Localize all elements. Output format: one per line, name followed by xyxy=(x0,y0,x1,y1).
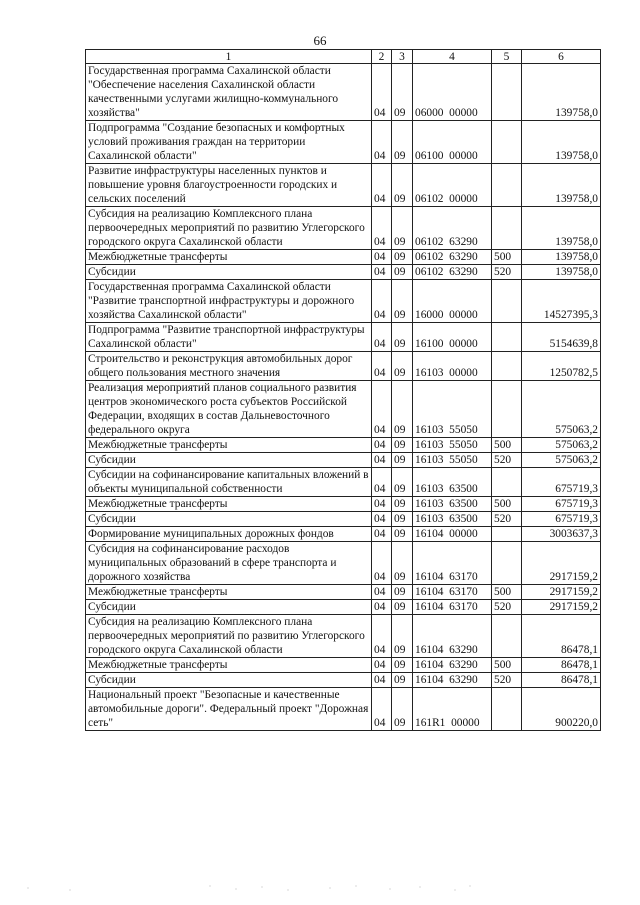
cell-name: Межбюджетные трансферты xyxy=(86,658,372,673)
cell-target-article: 16104 63290 xyxy=(413,658,492,673)
cell-section: 04 xyxy=(372,438,392,453)
cell-target-article: 16103 55050 xyxy=(413,438,492,453)
cell-target-article: 16104 63170 xyxy=(413,542,492,585)
cell-expense-type xyxy=(492,207,522,250)
cell-section: 04 xyxy=(372,164,392,207)
cell-target-article: 06100 00000 xyxy=(413,121,492,164)
cell-target-article: 16100 00000 xyxy=(413,323,492,352)
cell-amount: 86478,1 xyxy=(522,615,601,658)
cell-expense-type xyxy=(492,323,522,352)
cell-subsection: 09 xyxy=(392,688,413,731)
cell-expense-type: 500 xyxy=(492,438,522,453)
header-cell: 1 xyxy=(86,50,372,64)
cell-section: 04 xyxy=(372,453,392,468)
cell-section: 04 xyxy=(372,280,392,323)
cell-section: 04 xyxy=(372,585,392,600)
cell-target-article: 06102 63290 xyxy=(413,265,492,280)
cell-amount: 2917159,2 xyxy=(522,600,601,615)
cell-subsection: 09 xyxy=(392,585,413,600)
table-row xyxy=(86,438,601,453)
cell-expense-type: 520 xyxy=(492,453,522,468)
cell-target-article: 06000 00000 xyxy=(413,64,492,121)
header-row xyxy=(86,50,601,64)
cell-name: Государственная программа Сахалинской области "Обеспечение населения Сахалинской области качественными услугами жилищно-коммунального хозяйства" xyxy=(86,64,372,121)
table-row xyxy=(86,453,601,468)
cell-subsection: 09 xyxy=(392,207,413,250)
cell-subsection: 09 xyxy=(392,512,413,527)
cell-expense-type: 520 xyxy=(492,512,522,527)
cell-section: 04 xyxy=(372,688,392,731)
cell-target-article: 16000 00000 xyxy=(413,280,492,323)
cell-subsection: 09 xyxy=(392,265,413,280)
cell-name: Межбюджетные трансферты xyxy=(86,585,372,600)
cell-expense-type: 520 xyxy=(492,265,522,280)
cell-expense-type xyxy=(492,64,522,121)
cell-subsection: 09 xyxy=(392,64,413,121)
cell-expense-type xyxy=(492,164,522,207)
table-row xyxy=(86,673,601,688)
cell-expense-type: 500 xyxy=(492,585,522,600)
table-row xyxy=(86,585,601,600)
header-cell: 3 xyxy=(392,50,413,64)
cell-amount: 139758,0 xyxy=(522,164,601,207)
cell-expense-type xyxy=(492,615,522,658)
table-row xyxy=(86,600,601,615)
cell-subsection: 09 xyxy=(392,352,413,381)
cell-section: 04 xyxy=(372,468,392,497)
cell-subsection: 09 xyxy=(392,121,413,164)
table-row xyxy=(86,512,601,527)
cell-target-article: 16103 00000 xyxy=(413,352,492,381)
cell-expense-type: 520 xyxy=(492,600,522,615)
cell-expense-type xyxy=(492,121,522,164)
cell-section: 04 xyxy=(372,64,392,121)
table-row xyxy=(86,352,601,381)
cell-section: 04 xyxy=(372,512,392,527)
cell-name: Подпрограмма "Создание безопасных и комфортных условий проживания граждан на территории Сахалинской области" xyxy=(86,121,372,164)
table-row xyxy=(86,542,601,585)
budget-table xyxy=(85,49,601,731)
cell-name: Государственная программа Сахалинской области "Развитие транспортной инфраструктуры и дорожного хозяйства Сахалинской области" xyxy=(86,280,372,323)
cell-target-article: 16104 63170 xyxy=(413,585,492,600)
cell-amount: 675719,3 xyxy=(522,497,601,512)
cell-subsection: 09 xyxy=(392,381,413,438)
header-cell: 2 xyxy=(372,50,392,64)
cell-amount: 675719,3 xyxy=(522,512,601,527)
table-row xyxy=(86,468,601,497)
cell-target-article: 06102 63290 xyxy=(413,250,492,265)
cell-amount: 139758,0 xyxy=(522,207,601,250)
cell-name: Формирование муниципальных дорожных фондов xyxy=(86,527,372,542)
cell-section: 04 xyxy=(372,381,392,438)
cell-expense-type xyxy=(492,688,522,731)
table-row xyxy=(86,265,601,280)
scan-noise xyxy=(0,878,640,898)
table-row xyxy=(86,164,601,207)
cell-target-article: 16103 63500 xyxy=(413,468,492,497)
cell-name: Межбюджетные трансферты xyxy=(86,438,372,453)
cell-subsection: 09 xyxy=(392,527,413,542)
cell-section: 04 xyxy=(372,600,392,615)
cell-name: Субсидии xyxy=(86,673,372,688)
cell-name: Субсидии xyxy=(86,453,372,468)
table-row xyxy=(86,497,601,512)
cell-name: Национальный проект "Безопасные и качественные автомобильные дороги". Федеральный проект "Дорожная сеть" xyxy=(86,688,372,731)
cell-name: Субсидия на софинансирование расходов муниципальных образований в сфере транспорта и дорожного хозяйства xyxy=(86,542,372,585)
cell-subsection: 09 xyxy=(392,280,413,323)
cell-section: 04 xyxy=(372,615,392,658)
table-row xyxy=(86,280,601,323)
cell-section: 04 xyxy=(372,250,392,265)
cell-section: 04 xyxy=(372,527,392,542)
cell-expense-type xyxy=(492,468,522,497)
cell-name: Реализация мероприятий планов социального развития центров экономического роста субъектов Российской Федерации, входящих в состав Дальневосточного федерального округа xyxy=(86,381,372,438)
cell-section: 04 xyxy=(372,121,392,164)
budget-table-body xyxy=(86,50,601,731)
table-row xyxy=(86,323,601,352)
cell-target-article: 06102 63290 xyxy=(413,207,492,250)
cell-section: 04 xyxy=(372,658,392,673)
header-cell: 6 xyxy=(522,50,601,64)
cell-name: Субсидия на реализацию Комплексного плана первоочередных мероприятий по развитию Углегорского городского округа Сахалинской области xyxy=(86,615,372,658)
cell-section: 04 xyxy=(372,497,392,512)
cell-expense-type: 500 xyxy=(492,250,522,265)
cell-section: 04 xyxy=(372,207,392,250)
cell-amount: 575063,2 xyxy=(522,453,601,468)
cell-amount: 3003637,3 xyxy=(522,527,601,542)
cell-section: 04 xyxy=(372,542,392,585)
cell-name: Строительство и реконструкция автомобильных дорог общего пользования местного значения xyxy=(86,352,372,381)
cell-subsection: 09 xyxy=(392,497,413,512)
cell-amount: 675719,3 xyxy=(522,468,601,497)
cell-subsection: 09 xyxy=(392,323,413,352)
cell-amount: 139758,0 xyxy=(522,64,601,121)
cell-amount: 5154639,8 xyxy=(522,323,601,352)
cell-name: Межбюджетные трансферты xyxy=(86,250,372,265)
cell-name: Развитие инфраструктуры населенных пунктов и повышение уровня благоустроенности городских и сельских поселений xyxy=(86,164,372,207)
cell-name: Субсидия на реализацию Комплексного плана первоочередных мероприятий по развитию Углегорского городского округа Сахалинской области xyxy=(86,207,372,250)
cell-amount: 139758,0 xyxy=(522,250,601,265)
table-row xyxy=(86,250,601,265)
cell-expense-type xyxy=(492,527,522,542)
cell-target-article: 161R1 00000 xyxy=(413,688,492,731)
cell-subsection: 09 xyxy=(392,600,413,615)
cell-name: Субсидии xyxy=(86,512,372,527)
cell-name: Субсидии на софинансирование капитальных вложений в объекты муниципальной собственности xyxy=(86,468,372,497)
cell-subsection: 09 xyxy=(392,250,413,265)
table-row xyxy=(86,121,601,164)
cell-amount: 139758,0 xyxy=(522,265,601,280)
cell-amount: 86478,1 xyxy=(522,658,601,673)
cell-expense-type: 500 xyxy=(492,497,522,512)
cell-amount: 14527395,3 xyxy=(522,280,601,323)
cell-expense-type xyxy=(492,280,522,323)
cell-target-article: 16104 63290 xyxy=(413,615,492,658)
cell-amount: 139758,0 xyxy=(522,121,601,164)
cell-name: Подпрограмма "Развитие транспортной инфраструктуры Сахалинской области" xyxy=(86,323,372,352)
cell-target-article: 16104 63170 xyxy=(413,600,492,615)
cell-expense-type xyxy=(492,352,522,381)
cell-amount: 1250782,5 xyxy=(522,352,601,381)
cell-name: Субсидии xyxy=(86,600,372,615)
header-cell: 4 xyxy=(413,50,492,64)
cell-target-article: 16103 63500 xyxy=(413,512,492,527)
table-row xyxy=(86,381,601,438)
cell-subsection: 09 xyxy=(392,615,413,658)
cell-target-article: 16104 00000 xyxy=(413,527,492,542)
cell-expense-type: 520 xyxy=(492,673,522,688)
cell-expense-type xyxy=(492,542,522,585)
cell-subsection: 09 xyxy=(392,542,413,585)
table-row xyxy=(86,527,601,542)
table-row xyxy=(86,64,601,121)
cell-subsection: 09 xyxy=(392,438,413,453)
cell-target-article: 06102 00000 xyxy=(413,164,492,207)
cell-subsection: 09 xyxy=(392,468,413,497)
cell-target-article: 16103 55050 xyxy=(413,453,492,468)
cell-section: 04 xyxy=(372,673,392,688)
cell-section: 04 xyxy=(372,352,392,381)
cell-section: 04 xyxy=(372,265,392,280)
cell-subsection: 09 xyxy=(392,164,413,207)
cell-amount: 86478,1 xyxy=(522,673,601,688)
table-row xyxy=(86,688,601,731)
cell-amount: 575063,2 xyxy=(522,438,601,453)
header-cell: 5 xyxy=(492,50,522,64)
cell-target-article: 16103 63500 xyxy=(413,497,492,512)
cell-section: 04 xyxy=(372,323,392,352)
cell-amount: 2917159,2 xyxy=(522,585,601,600)
page-number: 66 xyxy=(313,33,327,48)
cell-subsection: 09 xyxy=(392,658,413,673)
cell-subsection: 09 xyxy=(392,673,413,688)
cell-expense-type xyxy=(492,381,522,438)
table-row xyxy=(86,615,601,658)
cell-subsection: 09 xyxy=(392,453,413,468)
cell-name: Межбюджетные трансферты xyxy=(86,497,372,512)
table-row xyxy=(86,207,601,250)
table-row xyxy=(86,658,601,673)
cell-expense-type: 500 xyxy=(492,658,522,673)
cell-amount: 2917159,2 xyxy=(522,542,601,585)
cell-name: Субсидии xyxy=(86,265,372,280)
cell-target-article: 16103 55050 xyxy=(413,381,492,438)
cell-amount: 575063,2 xyxy=(522,381,601,438)
cell-target-article: 16104 63290 xyxy=(413,673,492,688)
cell-amount: 900220,0 xyxy=(522,688,601,731)
